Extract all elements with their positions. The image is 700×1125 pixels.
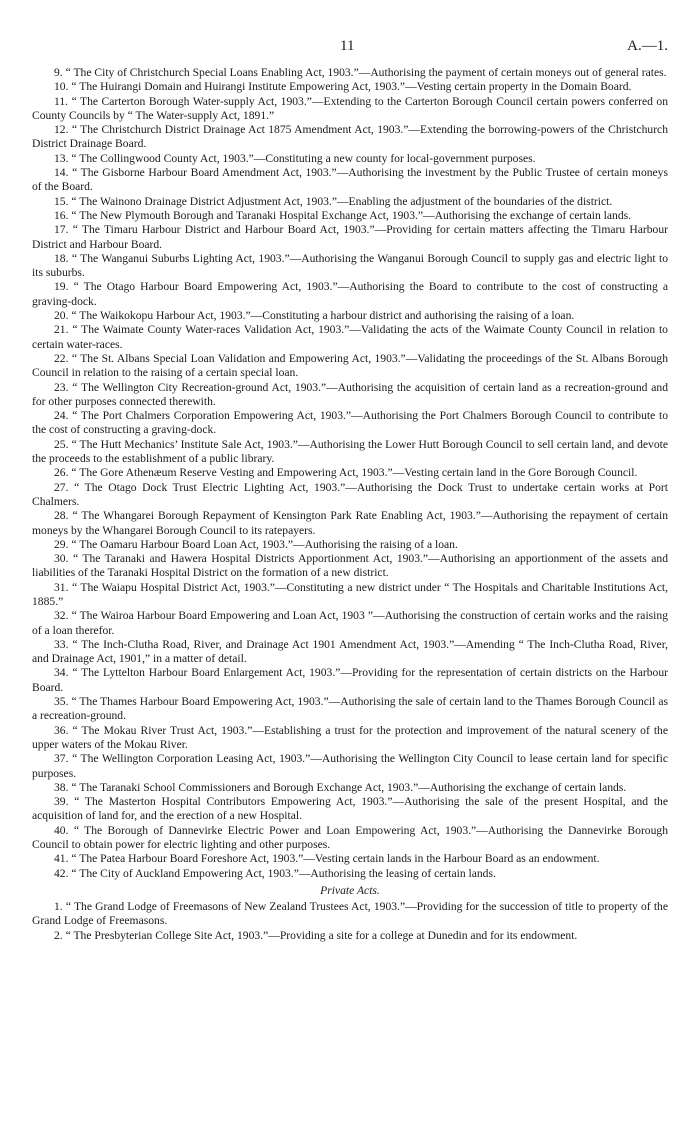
page-header (32, 38, 668, 60)
act-number: 14. (54, 166, 69, 180)
act-text: “ The Thames Harbour Board Empowering Act, 1903.”—Authorising the sale of certain land to the Thames Borough Council as a recreation-ground. (32, 695, 668, 723)
act-text: “ The City of Auckland Empowering Act, 1903.”—Authorising the leasing of certain lands. (71, 866, 496, 880)
act-entry (32, 95, 668, 124)
act-number: 23. (54, 380, 69, 394)
act-number: 25. (54, 437, 69, 451)
act-entry (32, 409, 668, 438)
act-entry (32, 323, 668, 352)
act-entry (32, 781, 668, 795)
act-text: “ The Christchurch District Drainage Act 1875 Amendment Act, 1903.”—Extending the borrowing-powers of the Christchurch District Drainage Board. (32, 123, 668, 151)
act-text: “ The Gore Athenæum Reserve Vesting and Empowering Act, 1903.”—Vesting certain land in the Gore Borough Council. (71, 466, 638, 480)
act-entry (32, 552, 668, 581)
act-text: “ The Oamaru Harbour Board Loan Act, 1903.”—Authorising the raising of a loan. (71, 537, 458, 551)
act-number: 39. (54, 795, 69, 809)
act-number: 11. (54, 94, 69, 108)
act-entry (32, 209, 668, 223)
act-entry (32, 752, 668, 781)
act-text: “ The Waiapu Hospital District Act, 1903.”—Constituting a new district under “ The Hospitals and Charitable Institutions Act, 1885.” (32, 580, 668, 608)
act-text: “ The Gisborne Harbour Board Amendment Act, 1903.”—Authorising the investment by the Public Trustee of certain moneys of the Board. (32, 166, 668, 194)
act-number: 17. (54, 223, 69, 237)
act-text: “ The Wainono Drainage District Adjustment Act, 1903.”—Enabling the adjustment of the boundaries of the district. (71, 194, 613, 208)
act-number: 24. (54, 409, 69, 423)
act-number: 15. (54, 194, 69, 208)
act-text: “ The Wellington City Recreation-ground Act, 1903.”—Authorising the acquisition of certain land as a recreation-ground and for other purposes connected therewith. (32, 380, 668, 408)
act-number: 28. (54, 509, 69, 523)
document-body (32, 66, 668, 943)
act-number: 34. (54, 666, 69, 680)
act-entry (32, 538, 668, 552)
act-number: 32. (54, 609, 69, 623)
act-entry (32, 466, 668, 480)
act-text: “ The Whangarei Borough Repayment of Kensington Park Rate Enabling Act, 1903.”—Authorising the repayment of certain moneys by the Whangarei Borough Council to its ratepayers. (32, 509, 669, 537)
private-acts-list (32, 900, 668, 943)
act-text: “ The St. Albans Special Loan Validation and Empowering Act, 1903.”—Validating the proceedings of the St. Albans Borough Council in relation to the raising of a certain special loan. (32, 351, 668, 380)
act-number: 10. (54, 80, 69, 94)
act-text: “ The Port Chalmers Corporation Empowering Act, 1903.”—Authorising the Port Chalmers Borough Council to contribute to the cost of constructing a graving-dock. (32, 409, 668, 437)
act-entry (32, 852, 668, 866)
act-entry (32, 900, 668, 929)
act-text: “ The Otago Dock Trust Electric Lighting Act, 1903.”—Authorising the Dock Trust to undertake certain works at Port Chalmers. (32, 480, 668, 508)
act-number: 27. (54, 480, 69, 494)
act-entry (32, 867, 668, 881)
act-text: “ The Lyttelton Harbour Board Enlargement Act, 1903.”—Providing for the representation of certain districts on the Harbour Board. (32, 666, 668, 694)
act-number: 35. (54, 695, 69, 709)
act-text: “ The Grand Lodge of Freemasons of New Zealand Trustees Act, 1903.”—Providing for the succession of title to property of the Grand Lodge of Freemasons. (32, 899, 668, 928)
act-number: 1. (54, 899, 63, 913)
act-entry (32, 223, 668, 252)
act-number: 36. (54, 723, 69, 737)
act-number: 29. (54, 537, 69, 551)
act-entry (32, 929, 668, 943)
act-number: 2. (54, 928, 63, 942)
act-entry (32, 824, 668, 853)
act-number: 20. (54, 309, 69, 323)
act-entry (32, 581, 668, 610)
act-number: 13. (54, 151, 69, 165)
act-number: 41. (54, 852, 69, 866)
act-number: 22. (54, 351, 69, 365)
act-number: 37. (54, 752, 69, 766)
act-number: 26. (54, 466, 69, 480)
act-text: “ The Inch-Clutha Road, River, and Drainage Act 1901 Amendment Act, 1903.”—Amending “ The Inch-Clutha Road, River, and Drainage Act, 1901,” in a matter of detail. (32, 637, 668, 666)
act-text: “ The Otago Harbour Board Empowering Act, 1903.”—Authorising the Board to contribute to the cost of constructing a graving-dock. (32, 280, 668, 308)
act-text: “ The Carterton Borough Water-supply Act, 1903.”—Extending to the Carterton Borough Council certain powers conferred on County Councils by “ The Water-supply Act, 1891.” (32, 94, 668, 122)
act-number: 21. (54, 323, 69, 337)
act-text: “ The Huirangi Domain and Huirangi Institute Empowering Act, 1903.”—Vesting certain property in the Domain Board. (71, 80, 632, 94)
public-acts-list (32, 66, 668, 881)
act-entry (32, 724, 668, 753)
act-entry (32, 638, 668, 667)
act-entry (32, 666, 668, 695)
act-text: “ The Timaru Harbour District and Harbour Board Act, 1903.”—Providing for certain matters affecting the Timaru Harbour District and Harbour Board. (32, 223, 668, 251)
act-number: 30. (54, 552, 69, 566)
act-number: 9. (54, 66, 63, 79)
act-number: 16. (54, 208, 69, 222)
act-text: “ The Borough of Dannevirke Electric Power and Loan Empowering Act, 1903.”—Authorising the Dannevirke Borough Council to obtain power for electric lighting and other purposes. (32, 823, 668, 852)
page-number: 11 (340, 38, 355, 54)
act-text: “ The Mokau River Trust Act, 1903.”—Establishing a trust for the protection and improvement of the natural scenery of the upper waters of the Mokau River. (32, 723, 669, 751)
act-entry (32, 352, 668, 381)
act-entry (32, 123, 668, 152)
act-text: “ The Waikokopu Harbour Act, 1903.”—Constituting a harbour district and authorising the raising of a loan. (71, 309, 575, 323)
act-entry (32, 481, 668, 510)
act-number: 40. (54, 823, 69, 837)
act-text: “ The Hutt Mechanics’ Institute Sale Act, 1903.”—Authorising the Lower Hutt Borough Council to sell certain land, and devote the proceeds to the establishment of a public library. (32, 437, 668, 466)
act-text: “ The Wanganui Suburbs Lighting Act, 1903.”—Authorising the Wanganui Borough Council to supply gas and electric light to its suburbs. (32, 251, 668, 280)
act-entry (32, 795, 668, 824)
act-entry (32, 66, 668, 80)
act-entry (32, 309, 668, 323)
private-acts-heading: Private Acts. (320, 883, 380, 897)
act-text: “ The Wairoa Harbour Board Empowering and Loan Act, 1903 ”—Authorising the construction of certain works and the raising of a loan therefor. (32, 609, 668, 637)
act-text: “ The Collingwood County Act, 1903.”—Constituting a new county for local-government purposes. (71, 151, 536, 165)
act-text: “ The Wellington Corporation Leasing Act, 1903.”—Authorising the Wellington City Council to lease certain land for specific purposes. (32, 752, 668, 780)
document-page (32, 38, 668, 943)
act-entry (32, 152, 668, 166)
act-number: 33. (54, 637, 69, 651)
act-entry (32, 509, 668, 538)
act-number: 19. (54, 280, 69, 294)
act-text: “ The City of Christchurch Special Loans Enabling Act, 1903.”—Authorising the payment of certain moneys out of general rates. (65, 66, 667, 79)
act-entry (32, 80, 668, 94)
act-number: 12. (54, 123, 69, 137)
act-text: “ The Taranaki and Hawera Hospital Districts Apportionment Act, 1903.”—Authorising an apportionment of the assets and liabilities of the Taranaki Hospital District on the formation of a new district. (32, 552, 668, 580)
act-entry (32, 609, 668, 638)
act-entry (32, 438, 668, 467)
act-entry (32, 252, 668, 281)
act-text: “ The Taranaki School Commissioners and Borough Exchange Act, 1903.”—Authorising the exchange of certain lands. (71, 780, 627, 794)
act-text: “ The Waimate County Water-races Validation Act, 1903.”—Validating the acts of the Waimate County Council in relation to certain water-races. (32, 323, 668, 351)
act-text: “ The Presbyterian College Site Act, 1903.”—Providing a site for a college at Dunedin and for its endowment. (65, 928, 578, 942)
act-text: “ The New Plymouth Borough and Taranaki Hospital Exchange Act, 1903.”—Authorising the exchange of certain lands. (71, 208, 632, 222)
act-number: 38. (54, 780, 69, 794)
act-number: 42. (54, 866, 69, 880)
act-entry (32, 195, 668, 209)
act-text: “ The Masterton Hospital Contributors Empowering Act, 1903.”—Authorising the sale of the present Hospital, and the acquisition of land for, and the erection of a new Hospital. (32, 795, 668, 823)
act-entry (32, 280, 668, 309)
act-entry (32, 166, 668, 195)
act-text: “ The Patea Harbour Board Foreshore Act, 1903.”—Vesting certain lands in the Harbour Board as an endowment. (71, 852, 600, 866)
act-number: 18. (54, 251, 69, 265)
act-entry (32, 381, 668, 410)
act-entry (32, 695, 668, 724)
document-reference: A.—1. (627, 38, 668, 54)
act-number: 31. (54, 580, 69, 594)
